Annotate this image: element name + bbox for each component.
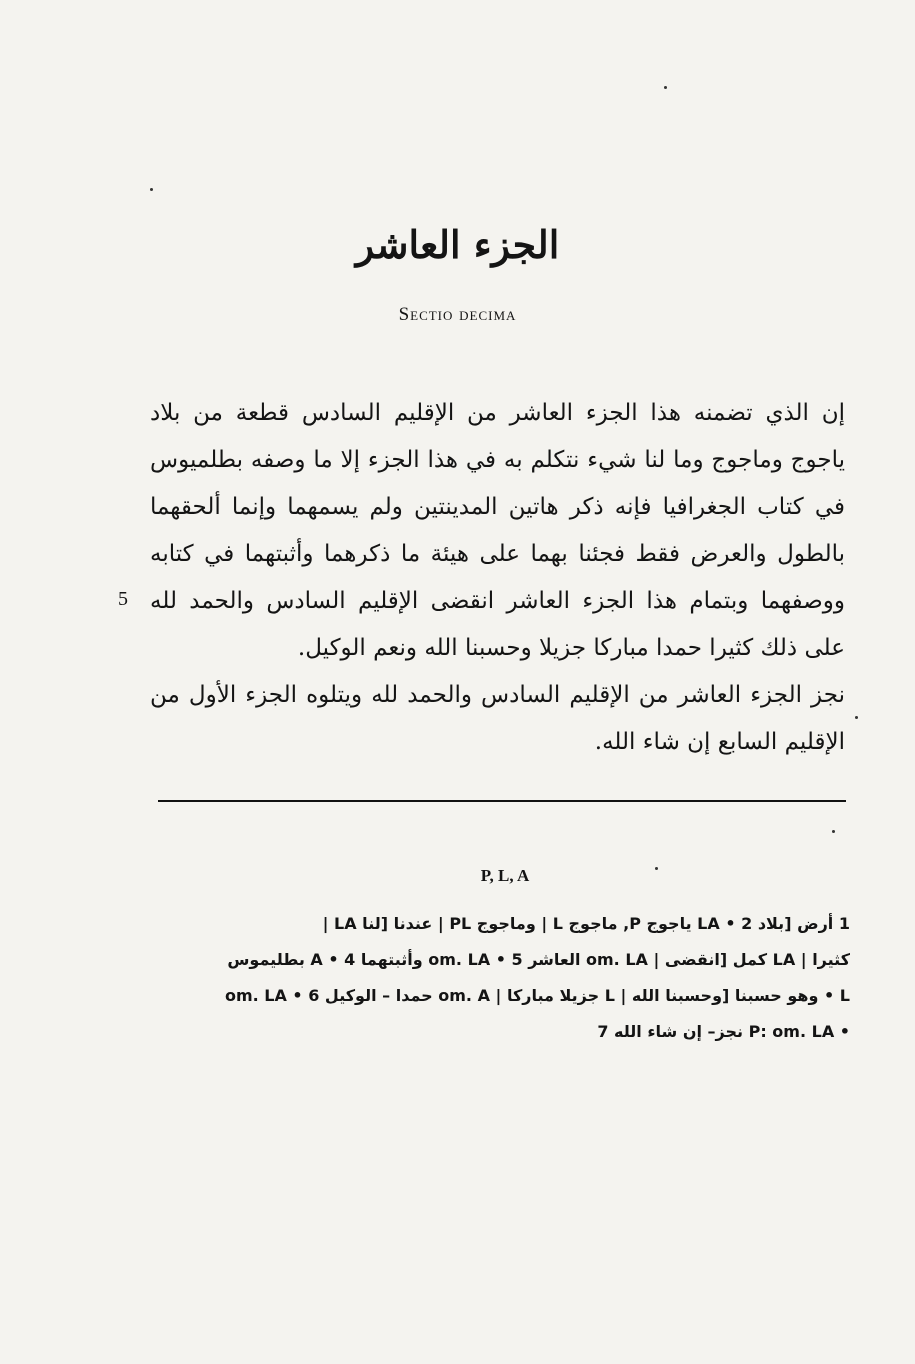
main-text bbox=[150, 390, 845, 766]
paper-speck bbox=[664, 86, 667, 89]
latin-section-title: Sectio decima bbox=[398, 304, 517, 325]
apparatus-line: • P: om. LA نجز– إن شاء الله 7 bbox=[597, 1022, 850, 1041]
critical-apparatus bbox=[160, 906, 850, 1050]
paper-speck bbox=[150, 188, 153, 191]
paper-speck bbox=[832, 830, 835, 833]
paper-speck bbox=[655, 867, 658, 870]
manuscript-sigla: P, L, A bbox=[480, 866, 530, 885]
arabic-section-title: الجزء العاشر bbox=[355, 222, 560, 267]
apparatus-line: 1 أرض [بلاد LA • 2 ياجوج P, ماجوج L | وماجوج PL | عندنا [لنا LA | bbox=[322, 914, 850, 933]
paper-speck bbox=[855, 716, 858, 719]
apparatus-line: كثيرا | LA كمل [انقضى | om. LA العاشر 5 • om. LA وأثبتهما 4 • A بطليموس bbox=[227, 950, 850, 969]
apparatus-line: L • وهو حسبنا [وحسبنا الله | L جزيلا مباركا | om. A حمدا – الوكيل 6 • om. LA bbox=[224, 986, 850, 1005]
body-paragraph-1: إن الذي تضمنه هذا الجزء العاشر من الإقليم السادس قطعة من بلاد ياجوج وماجوج وما لنا شيء نتكلم به في هذا الجزء إلا ما وصفه بطلميوس في كتاب الجغرافيا فإنه ذكر هاتين المدينتين ولم يسمهما وإنما ألحقهما بالطول والعرض فقط فجئنا بهما على هيئة ما ذكرهما وأثبتهما في كتابه ووصفهما وبتمام هذا الجزء العاشر انقضى الإقليم السادس والحمد لله على ذلك كثيرا حمدا مباركا جزيلا وحسبنا الله ونعم الوكيل. bbox=[150, 400, 845, 661]
footnote-divider bbox=[158, 800, 846, 802]
margin-line-number: 5 bbox=[118, 588, 128, 610]
body-paragraph-2: نجز الجزء العاشر من الإقليم السادس والحمد لله ويتلوه الجزء الأول من الإقليم السابع إن شاء الله. bbox=[150, 682, 845, 755]
